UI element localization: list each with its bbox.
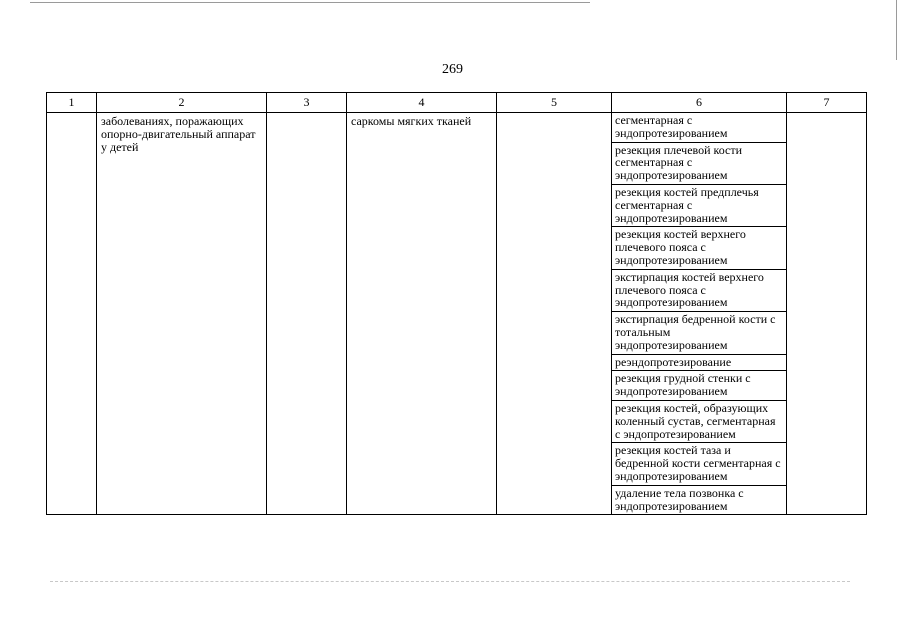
procedures-table (46, 92, 867, 515)
procedure-item: резекция костей верхнего плечевого пояса с эндопротезированием (612, 227, 786, 269)
header-col-7: 7 (787, 93, 867, 113)
procedure-item: экстирпация бедренной кости с тотальным эндопротезированием (612, 312, 786, 354)
cell-col-1 (47, 113, 97, 515)
header-col-1: 1 (47, 93, 97, 113)
table-header (47, 93, 867, 113)
procedure-item: резекция костей, образующих коленный сустав, сегментарная с эндопротезированием (612, 401, 786, 443)
table-body (47, 113, 867, 515)
scan-edge-top (30, 2, 590, 3)
procedure-item: резекция костей таза и бедренной кости сегментарная с эндопротезированием (612, 443, 786, 485)
cell-procedures (612, 113, 787, 515)
header-col-3: 3 (267, 93, 347, 113)
procedure-item: сегментарная с эндопротезированием (612, 113, 786, 143)
header-col-2: 2 (97, 93, 267, 113)
scan-edge-corner (896, 0, 905, 60)
cell-disease-group: заболеваниях, поражающих опорно-двигательный аппарат у детей (97, 113, 267, 515)
page-number: 269 (442, 62, 463, 77)
cell-col-7 (787, 113, 867, 515)
header-col-5: 5 (497, 93, 612, 113)
procedure-item: реэндопротезирование (612, 355, 786, 372)
header-row (47, 93, 867, 113)
procedure-item: удаление тела позвонка с эндопротезированием (615, 485, 744, 513)
scan-edge-bottom (50, 581, 850, 583)
cell-col-5 (497, 113, 612, 515)
procedure-item: резекция грудной стенки с эндопротезированием (612, 371, 786, 401)
cell-col-3 (267, 113, 347, 515)
procedure-item: экстирпация костей верхнего плечевого пояса с эндопротезированием (612, 270, 786, 312)
procedure-item: резекция костей предплечья сегментарная с эндопротезированием (612, 185, 786, 227)
table-row (47, 113, 867, 515)
procedure-item: резекция плечевой кости сегментарная с эндопротезированием (612, 143, 786, 185)
cell-diagnosis: саркомы мягких тканей (347, 113, 497, 515)
header-col-4: 4 (347, 93, 497, 113)
header-col-6: 6 (612, 93, 787, 113)
